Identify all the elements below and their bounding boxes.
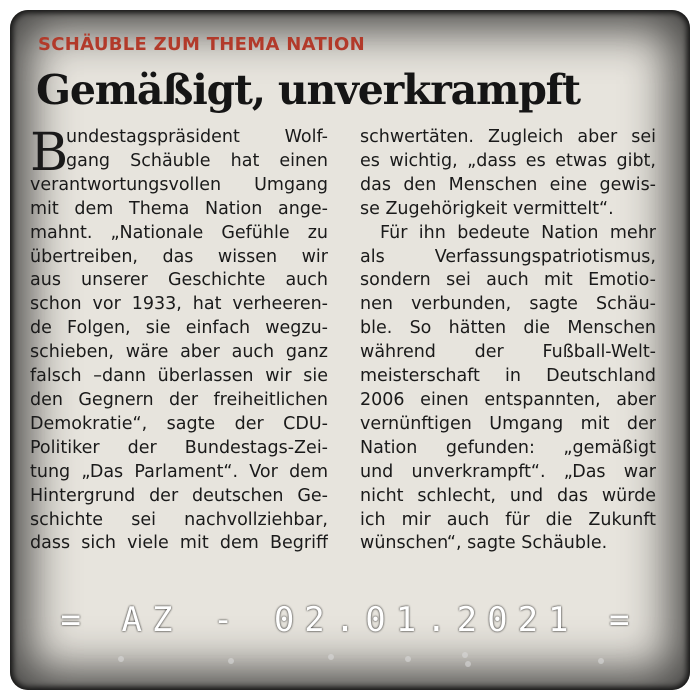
article-line: Hintergrund der deutschen Ge- xyxy=(30,485,328,506)
article-line: nicht schlecht, und das würde xyxy=(360,485,656,506)
article-column-left xyxy=(30,123,328,556)
article-line: es wichtig, „dass es etwas gibt, xyxy=(360,150,656,171)
article-line: wünschen“, sagte Schäuble. xyxy=(360,533,608,554)
article-line: gang Schäuble hat einen xyxy=(66,150,328,171)
article-line: falsch –dann überlassen wir sie xyxy=(30,366,328,387)
article-line: schichte sei nachvollziehbar, xyxy=(30,509,328,530)
article-line: Nation gefunden: „gemäßigt xyxy=(360,437,656,458)
article-line: ich mir auch für die Zukunft xyxy=(360,509,656,530)
article-headline: Gemäßigt, unverkrampft xyxy=(36,66,580,114)
article-line: se Zugehörigkeit vermittelt“. xyxy=(360,198,614,219)
article-line: schon vor 1933, hat verheeren- xyxy=(30,294,328,315)
article-line: schieben, wäre aber auch ganz xyxy=(30,342,328,363)
article-line: dass sich viele mit dem Begriff xyxy=(30,533,328,554)
texture-dots xyxy=(0,652,700,672)
article-line: Für ihn bedeute Nation mehr xyxy=(380,222,656,243)
article-line: mahnt. „Nationale Gefühle zu xyxy=(30,222,328,243)
article-column-right xyxy=(360,126,656,556)
article-line: und unverkrampft“. „Das war xyxy=(360,461,656,482)
article-kicker: SCHÄUBLE ZUM THEMA NATION xyxy=(38,34,366,55)
article-line: das den Menschen eine gewis- xyxy=(360,174,656,195)
article-line: schwertäten. Zugleich aber sei xyxy=(360,127,656,147)
article-line: übertreiben, das wissen wir xyxy=(30,246,328,267)
article-line: meisterschaft in Deutschland xyxy=(360,366,656,387)
article-line: während der Fußball-Welt- xyxy=(360,342,656,363)
article-line: vernünftigen Umgang mit der xyxy=(360,413,656,434)
article-line: 2006 einen entspannten, aber xyxy=(360,389,656,410)
article-line: mit dem Thema Nation ange- xyxy=(30,198,328,219)
article-line: tung „Das Parlament“. Vor dem xyxy=(30,461,328,482)
article-line: als Verfassungspatriotismus, xyxy=(360,246,656,267)
article-line: de Folgen, sie einfach wegzu- xyxy=(30,318,328,339)
article-line: ble. So hätten die Menschen xyxy=(360,318,656,339)
article-line: den Gegnern der freiheitlichen xyxy=(30,389,328,410)
drop-cap: B xyxy=(30,123,69,183)
article-line: verantwortungsvollen Umgang xyxy=(30,174,328,195)
article-line: sondern sei auch mit Emotio- xyxy=(360,270,656,291)
article-line: aus unserer Geschichte auch xyxy=(30,270,328,291)
article-line: undestagspräsident Wolf- xyxy=(66,127,328,147)
article-line: nen verbunden, sagte Schäu- xyxy=(360,294,656,315)
source-date-caption: = AZ - 02.01.2021 = xyxy=(60,600,640,640)
article-line: Politiker der Bundestags-Zei- xyxy=(30,437,328,458)
article-line: Demokratie“, sagte der CDU- xyxy=(30,413,328,434)
